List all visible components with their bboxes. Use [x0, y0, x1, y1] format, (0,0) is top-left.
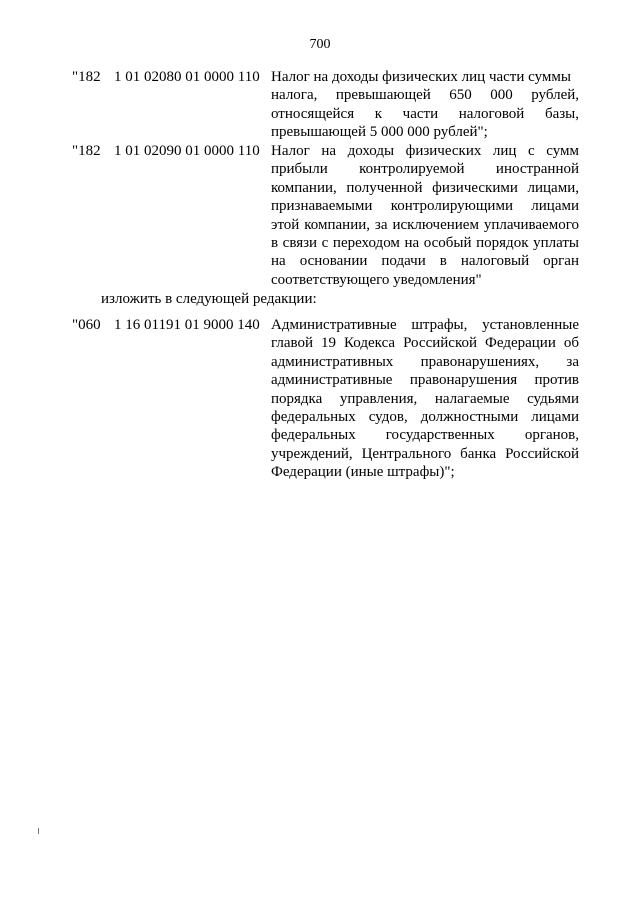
description-line: этой компании, за исключением уплачиваемого — [271, 216, 579, 233]
description-line: на основании подачи в налоговый орган — [271, 253, 579, 270]
description-line: Налог на доходы физических лиц части суммы — [271, 69, 571, 85]
description-line: учреждений, Центрального банка Российской — [271, 445, 579, 462]
description-line: компании, полученной физическими лицами, — [271, 179, 579, 196]
revenue-code: 1 01 02080 01 0000 110 — [114, 69, 260, 85]
description-line: соответствующего уведомления" — [271, 271, 482, 288]
revenue-code: 1 01 02090 01 0000 110 — [114, 143, 260, 159]
scan-mark — [38, 828, 39, 834]
description-line: Налог на доходы физических лиц с сумм — [271, 143, 579, 159]
description-line: административные правонарушения против — [271, 372, 579, 389]
description-line: превышающей 5 000 000 рублей"; — [271, 124, 488, 141]
description-line: федеральных судов, должностными лицами — [271, 408, 579, 425]
entry-description — [271, 142, 579, 289]
description-line: налога, превышающей 650 000 рублей, — [271, 87, 579, 104]
page-number: 700 — [309, 37, 331, 52]
entry-description — [271, 68, 579, 142]
description-line: федеральных государственных органов, — [271, 427, 579, 444]
description-line: порядка управления, налагаемые судьями — [271, 390, 579, 407]
description-line: главой 19 Кодекса Российской Федерации об — [271, 335, 579, 352]
description-line: Административные штрафы, установленные — [271, 317, 579, 333]
revenue-code: 1 16 01191 01 9000 140 — [114, 317, 260, 333]
description-line: в связи с переходом на особый порядок уплаты — [271, 234, 579, 251]
description-line: прибыли контролируемой иностранной — [271, 161, 579, 178]
admin-code: "182 — [72, 143, 101, 159]
description-line: Федерации (иные штрафы)"; — [271, 464, 455, 481]
description-line: относящейся к части налоговой базы, — [271, 105, 579, 122]
description-line: признаваемыми контролирующими лицами — [271, 198, 579, 215]
entry-description — [271, 316, 579, 482]
description-line: административных правонарушениях, за — [271, 353, 579, 370]
amendment-intro: изложить в следующей редакции: — [101, 291, 317, 307]
admin-code: "060 — [72, 317, 101, 333]
admin-code: "182 — [72, 69, 101, 85]
